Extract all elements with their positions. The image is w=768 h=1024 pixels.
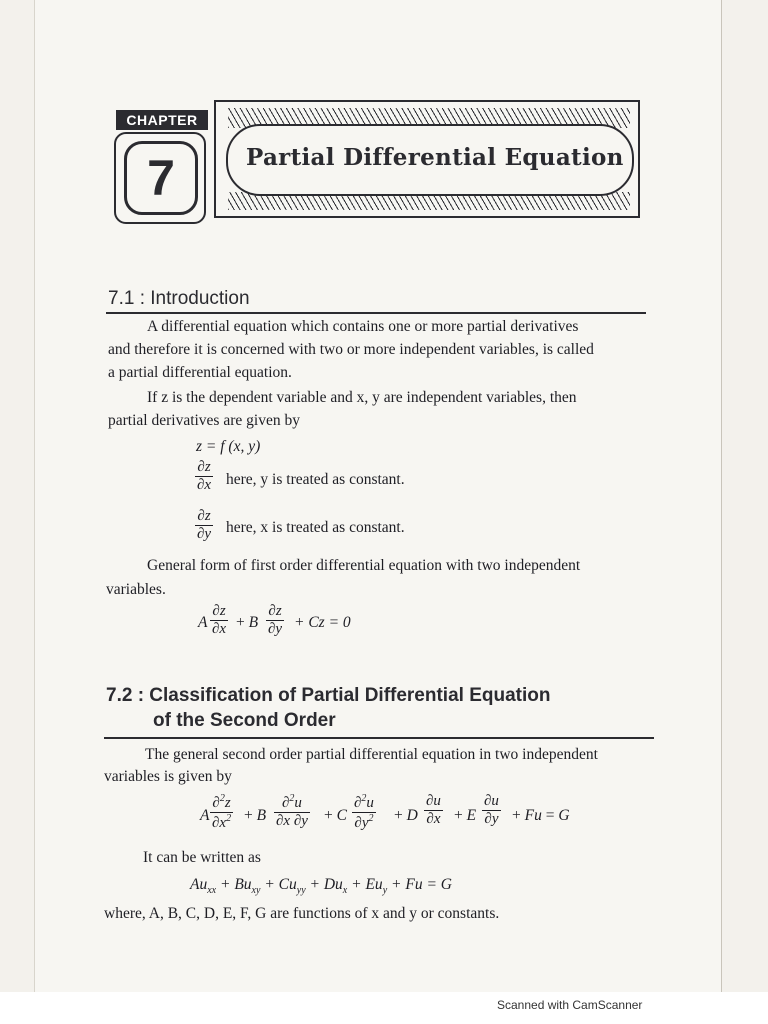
partial-z-x-fraction: $\frac{\partial z}{\partial x}$ bbox=[197, 459, 212, 493]
dependent-variable-line: If z is the dependent variable and x, y are independent variables, then bbox=[147, 389, 577, 406]
intro-para-line: and therefore it is concerned with two or more independent variables, is called bbox=[108, 341, 594, 358]
section-heading-classification: 7.2 : Classification of Partial Differential Equation bbox=[106, 685, 551, 706]
subscript-form-equation: $Au_{xx} + Bu_{xy} + Cu_{yy} + Du_x + Eu_y + Fu = G$ bbox=[190, 876, 452, 897]
chapter-number: 7 bbox=[124, 141, 198, 215]
general-form-line: General form of first order differential equation with two independent bbox=[147, 557, 581, 574]
general-form-line: variables. bbox=[106, 581, 166, 598]
where-line: where, A, B, C, D, E, F, G are functions of x and y or constants. bbox=[104, 905, 500, 922]
section-rule bbox=[104, 737, 654, 739]
second-order-para-line: variables is given by bbox=[104, 768, 232, 785]
footer-strip bbox=[0, 992, 768, 1024]
intro-para-line: A differential equation which contains one or more partial derivatives bbox=[147, 318, 579, 335]
note-x-constant: here, x is treated as constant. bbox=[226, 519, 405, 536]
intro-para-line: a partial differential equation. bbox=[108, 364, 292, 381]
dependent-variable-line: partial derivatives are given by bbox=[108, 412, 300, 429]
chapter-title: Partial Differential Equation bbox=[246, 144, 624, 171]
equation-z-function: z = f (x, y) bbox=[196, 438, 261, 455]
partial-z-y-fraction: $\frac{\partial z}{\partial y}$ bbox=[197, 508, 212, 542]
written-as-line: It can be written as bbox=[143, 849, 261, 866]
chapter-tab: CHAPTER bbox=[116, 110, 208, 130]
note-y-constant: here, y is treated as constant. bbox=[226, 471, 405, 488]
second-order-para-line: The general second order partial differential equation in two independent bbox=[145, 746, 598, 763]
scanner-watermark: Scanned with CamScanner bbox=[497, 998, 643, 1012]
section-heading-classification-cont: of the Second Order bbox=[153, 710, 336, 731]
section-heading-introduction: 7.1 : Introduction bbox=[108, 288, 250, 309]
section-rule bbox=[106, 312, 646, 314]
